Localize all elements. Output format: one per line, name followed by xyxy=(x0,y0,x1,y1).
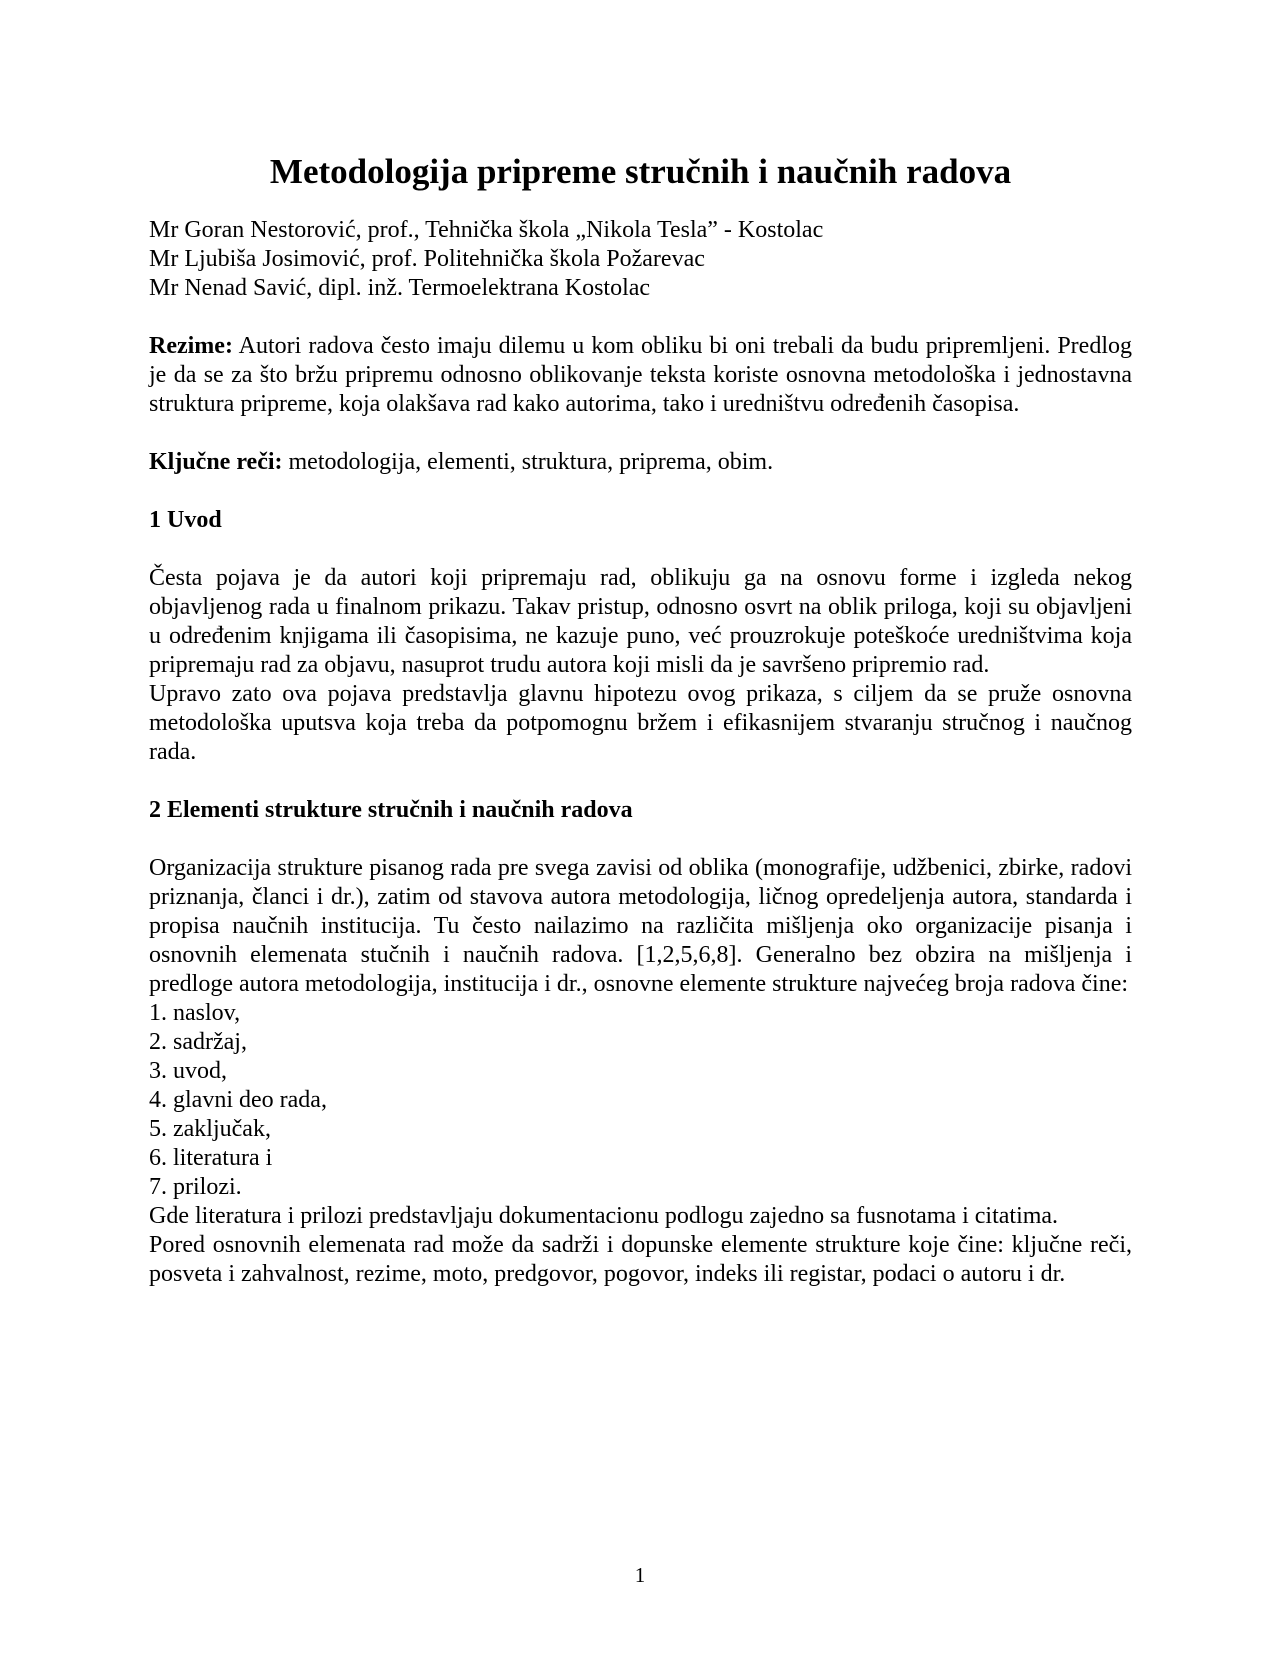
list-item: 2. sadržaj, xyxy=(149,1029,247,1055)
list-item: 1. naslov, xyxy=(149,1000,241,1026)
author-list xyxy=(149,216,1132,303)
section-body-elements xyxy=(149,854,1132,1289)
body-paragraph: Pored osnovnih elemenata rad može da sadrži i dopunske elemente strukture koje čine: ključne reči, posveta i zahvalnost, rezime, moto, predgovor, pogovor, indeks ili registar, podaci o autoru i dr. xyxy=(149,1232,1132,1287)
abstract-label: Rezime: xyxy=(149,333,233,359)
author-line: Mr Nenad Savić, dipl. inž. Termoelektrana Kostolac xyxy=(149,275,651,301)
list-item: 6. literatura i xyxy=(149,1145,273,1171)
section-body-intro xyxy=(149,564,1132,767)
author-line: Mr Goran Nestorović, prof., Tehnička škola „Nikola Tesla” - Kostolac xyxy=(149,217,824,243)
list-item: 5. zaključak, xyxy=(149,1116,271,1142)
body-paragraph: Gde literatura i prilozi predstavljaju dokumentacionu podlogu zajedno sa fusnotama i citatima. xyxy=(149,1203,1059,1229)
list-item: 3. uvod, xyxy=(149,1058,227,1084)
section-heading-intro: 1 Uvod xyxy=(149,507,222,533)
body-paragraph: Organizacija strukture pisanog rada pre svega zavisi od oblika (monografije, udžbenici, zbirke, radovi priznanja, članci i dr.), zatim od stavova autora metodologija, ličnog opredeljenja autora, standarda i propisa naučnih institucija. Tu često nailazimo na različita mišljenja oko organizacije pisanja i osnovnih elemenata stučnih i naučnih radova. [1,2,5,6,8]. Generalno bez obzira na mišljenja i predloge autora metodologija, institucija i dr., osnovne elemente strukture najvećeg broja radova čine: xyxy=(149,855,1132,997)
numbered-list xyxy=(149,999,1132,1202)
list-item: 7. prilozi. xyxy=(149,1174,242,1200)
body-paragraph: Upravo zato ova pojava predstavlja glavnu hipotezu ovog prikaza, s ciljem da se pruže osnovna metodološka uputsva koja treba da potpomognu bržem i efikasnijem stvaranju stručnog i naučnog rada. xyxy=(149,681,1132,765)
keywords-text: metodologija, elementi, struktura, priprema, obim. xyxy=(288,449,774,475)
abstract-text: Autori radova često imaju dilemu u kom obliku bi oni trebali da budu pripremljeni. Predlog je da se za što bržu pripremu odnosno oblikovanje teksta koriste osnovna metodološka i jednostavna struktura pripreme, koja olakšava rad kako autorima, tako i uredništvu određenih časopisa. xyxy=(149,333,1132,417)
abstract-paragraph xyxy=(149,332,1132,419)
author-line: Mr Ljubiša Josimović, prof. Politehnička škola Požarevac xyxy=(149,246,705,272)
paper-title: Metodologija pripreme stručnih i naučnih radova xyxy=(269,152,1012,191)
keywords-paragraph xyxy=(149,448,1132,477)
page-number: 1 xyxy=(634,1563,646,1587)
document-page xyxy=(149,150,1132,1289)
list-item: 4. glavni deo rada, xyxy=(149,1087,327,1113)
section-heading-elements: 2 Elementi strukture stručnih i naučnih radova xyxy=(149,797,633,823)
keywords-label: Ključne reči: xyxy=(149,449,283,475)
body-paragraph: Česta pojava je da autori koji pripremaju rad, oblikuju ga na osnovu forme i izgleda nekog objavljenog rada u finalnom prikazu. Takav pristup, odnosno osvrt na oblik priloga, koji su objavljeni u određenim knjigama ili časopisima, ne kazuje puno, već prouzrokuje poteškoće uredništvima koja pripremaju rad za objavu, nasuprot trudu autora koji misli da je savršeno pripremio rad. xyxy=(149,565,1132,678)
